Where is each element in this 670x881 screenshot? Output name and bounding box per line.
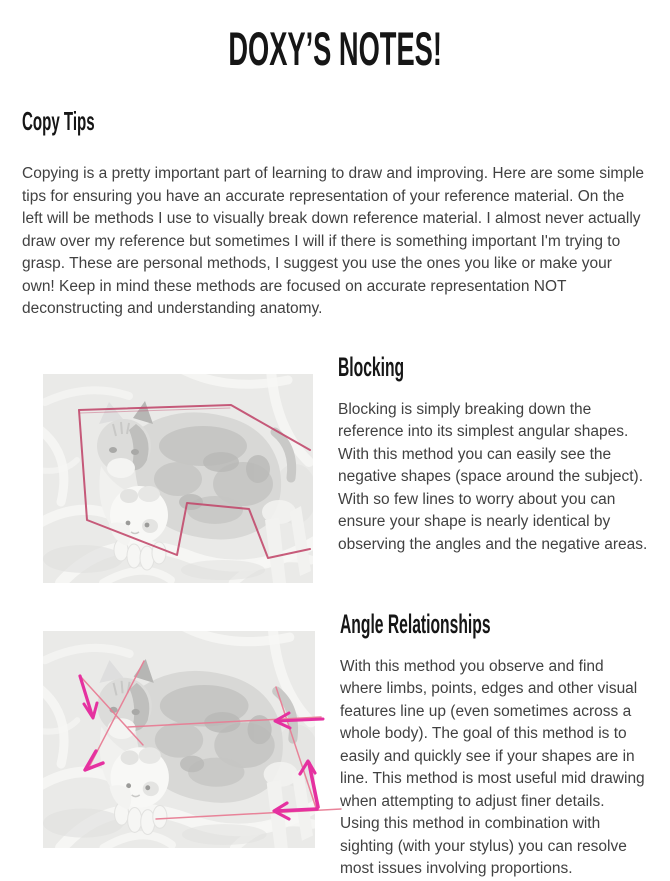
blocking-text-column bbox=[338, 351, 648, 557]
copy-tips-text: Copy Tips bbox=[22, 106, 95, 136]
angle-reference-image bbox=[43, 631, 315, 848]
blocking-heading-text: Blocking bbox=[338, 351, 405, 382]
section-title-copy-tips bbox=[22, 108, 648, 135]
page-title-text: DOXY’S NOTES! bbox=[228, 22, 442, 75]
blocking-heading bbox=[338, 352, 648, 382]
angle-heading-text: Angle Relationships bbox=[340, 608, 491, 639]
cat-photo-blocking bbox=[43, 374, 313, 583]
intro-paragraph: Copying is a pretty important part of learning to draw and improving. Here are some simple tips for ensuring you have an accurate representation of your reference material. On the left will be methods I use to visually break down reference material. I almost never actually draw over my reference but sometimes I will if there is something important I'm trying to grasp. These are personal methods, I suggest you use the ones you like or make your own! Keep in mind these methods are focused on accurate representation NOT deconstructing and understanding anatomy. bbox=[22, 165, 645, 317]
cat-photo bbox=[35, 625, 319, 847]
cat-photo bbox=[35, 369, 317, 583]
section-blocking bbox=[22, 351, 648, 583]
blocking-paragraph: Blocking is simply breaking down the reference into its simplest angular shapes. With this method you can easily see the negative shapes (space around the subject). With so few lines to worry about you can ensure your shape is nearly identical by observing the angles and the negative areas. bbox=[338, 400, 648, 553]
notes-page bbox=[0, 22, 670, 877]
section-angle-relationships bbox=[22, 608, 648, 881]
blocking-reference-image bbox=[43, 374, 313, 583]
page-title bbox=[22, 24, 648, 74]
cat-photo-angles bbox=[43, 631, 315, 848]
angle-heading bbox=[340, 609, 648, 639]
angle-paragraph: With this method you observe and find where limbs, points, edges and other visual features line up (even sometimes across a whole body). The goal of this method is to easily and quickly see if your shapes are in line. This method is most useful mid drawing when attempting to adjust finer details. Using this method in combination with sighting (with your stylus) you can resolve most issues involving proportions. bbox=[340, 657, 645, 877]
angle-text-column bbox=[340, 608, 648, 881]
